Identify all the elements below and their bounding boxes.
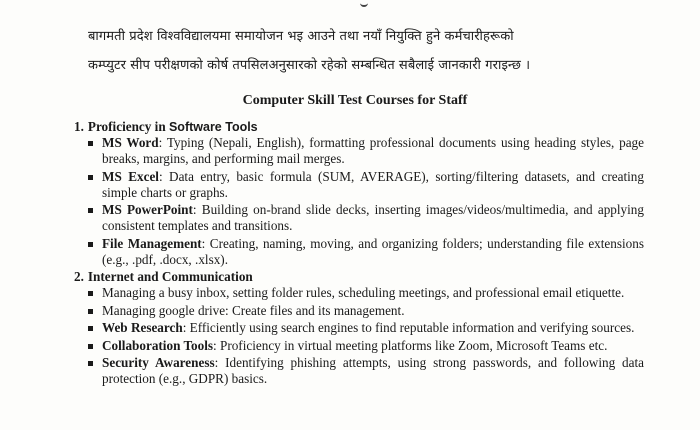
list-item [102,355,644,387]
section-software-tools [74,119,644,268]
list-item [102,303,644,319]
section-number: 2. [74,269,84,284]
list-item [102,338,644,354]
item-text: Managing a busy inbox, setting folder rules, scheduling meetings, and professional email etiquette. [102,285,625,300]
item-text: : Proficiency in virtual meeting platforms like Zoom, Microsoft Teams etc. [213,337,608,353]
list-item [102,236,644,268]
section-items [74,135,644,268]
item-term: Web Research [102,320,183,335]
notice-line-1: बागमती प्रदेश विश्वविद्यालयमा समायोजन भइ आउने तथा नयाँ नियुक्ति हुने कर्मचारीहरूको [88,29,514,44]
section-items [74,285,644,387]
list-item [102,135,644,167]
section-title [74,269,644,285]
item-term: MS PowerPoint [102,202,193,217]
section-internet-communication [74,269,644,387]
item-text: : Creating, naming, moving, and organizing folders; understanding file extensions (e.g., .pdf, .docx, .xlsx). [102,235,644,267]
notice-line-2: कम्प्युटर सीप परीक्षणको कोर्ष तपसिलअनुसारको रहेको सम्बन्धित सबैलाई जानकारी गराइन्छ । [88,58,531,73]
item-text: Managing google drive: Create files and its management. [102,302,405,318]
item-term: Collaboration Tools [102,337,214,353]
item-term: File Management [102,235,202,251]
section-title [74,119,644,135]
section-title-part-b: Software Tools [168,120,258,134]
section-title-part-a: Proficiency in [87,119,169,134]
item-term: Security Awareness [102,355,215,370]
document-heading: Computer Skill Test Courses for Staff [242,93,468,108]
item-term: MS Excel [102,168,159,184]
item-text: : Efficiently using search engines to find reputable information and verifying sources. [182,320,635,335]
list-item [102,320,644,336]
list-item [102,169,644,201]
page-top-mark [360,0,368,7]
item-text: : Data entry, basic formula (SUM, AVERAGE), sorting/filtering datasets, and creating simple charts or graphs. [102,168,644,200]
item-text: : Typing (Nepali, English), formatting professional documents using heading styles, page breaks, margins, and performing mail merges. [102,135,644,166]
item-term: MS Word [102,135,159,150]
item-text: : Building on-brand slide decks, inserting images/videos/multimedia, and applying consistent templates and transitions. [102,202,644,233]
item-text: : Identifying phishing attempts, using strong passwords, and following data protection (e.g., GDPR) basics. [102,355,645,386]
list-item [102,202,644,234]
course-sections [74,119,644,389]
section-number: 1. [74,119,84,134]
list-item [102,285,644,301]
section-title-part-a: Internet and Communication [87,269,253,284]
